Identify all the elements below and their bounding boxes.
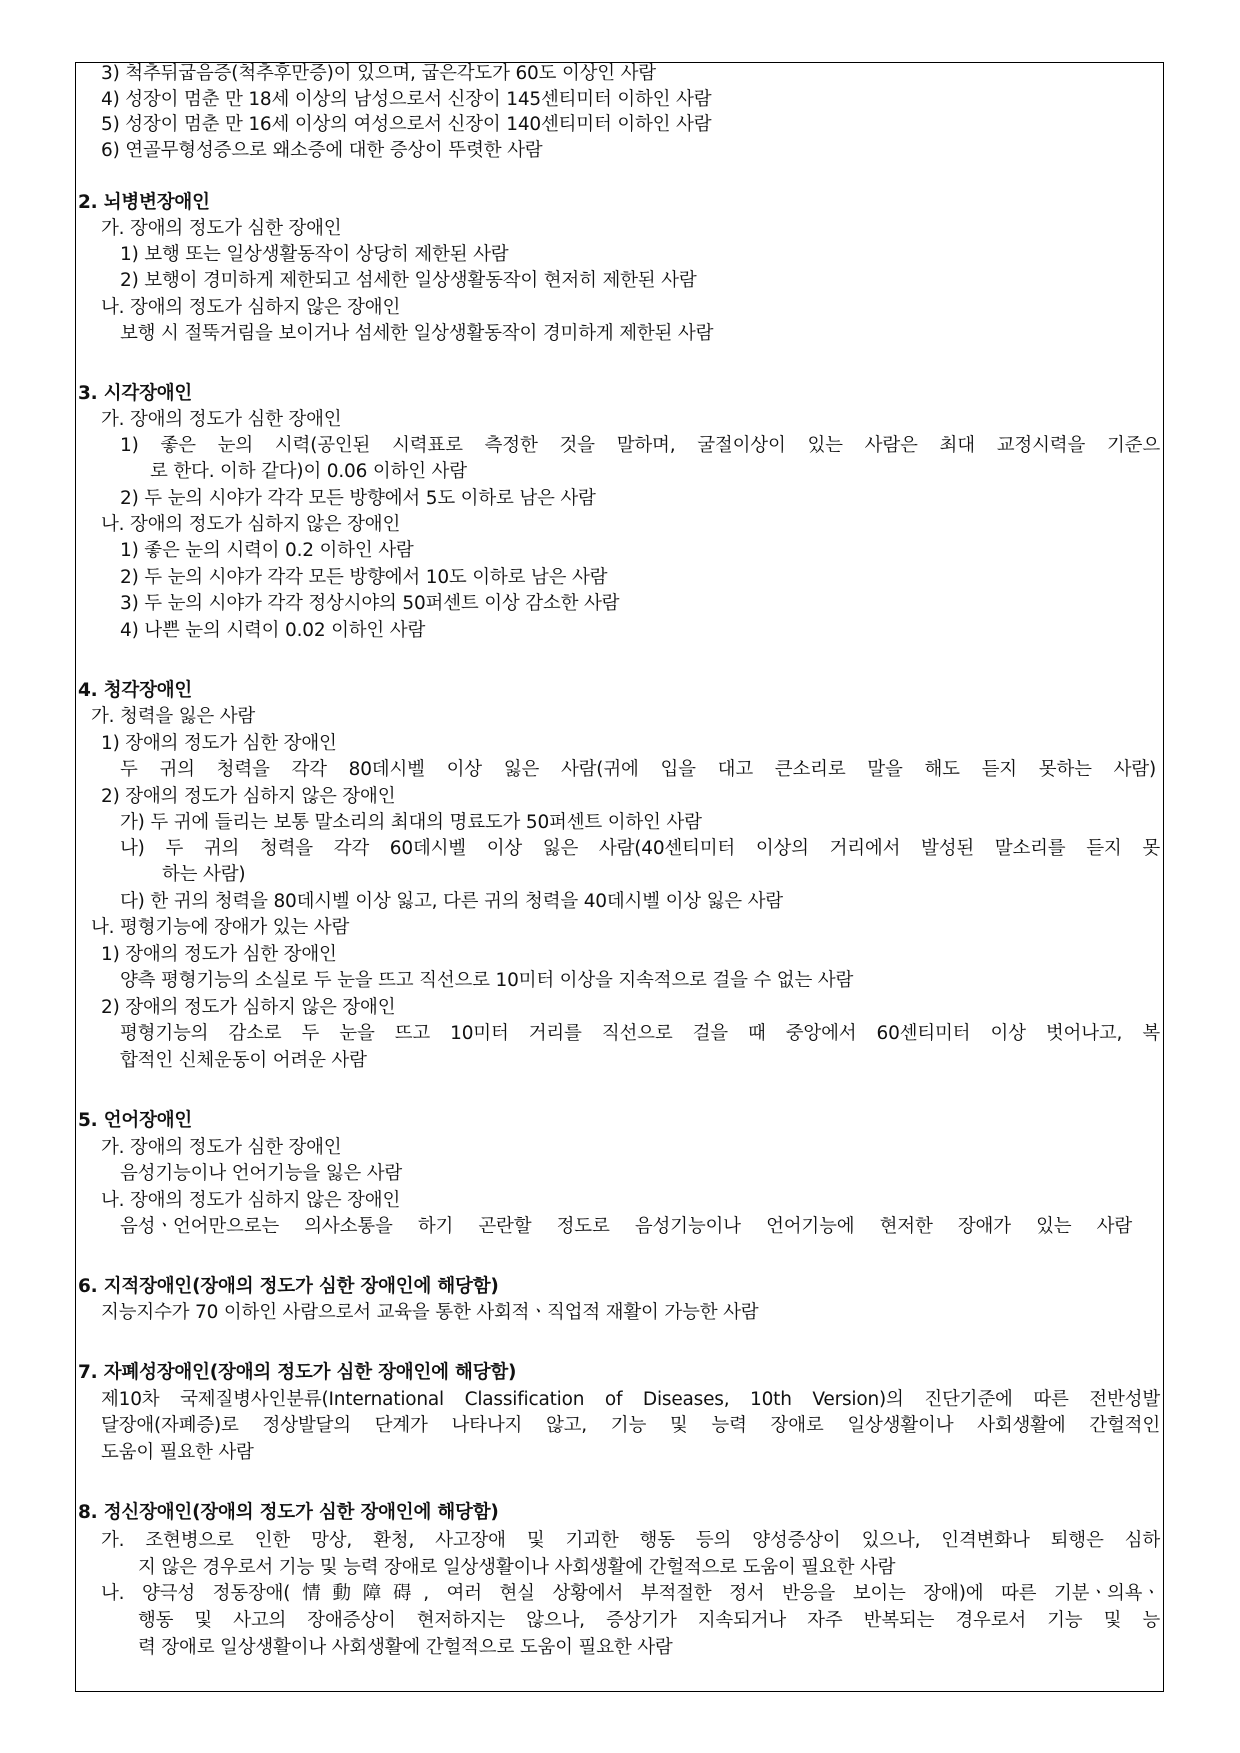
text-line: 음성기능이나 언어기능을 잃은 사람 [120,1163,403,1184]
text-line: 4) 나쁜 눈의 시력이 0.02 이하인 사람 [120,620,426,641]
section-heading: 4. 청각장애인 [78,680,193,701]
text-line: 하는 사람) [162,864,246,885]
text-line: 나. 장애의 정도가 심하지 않은 장애인 [101,297,401,318]
text-line: 6) 연골무형성증으로 왜소증에 대한 증상이 뚜렷한 사람 [101,140,543,161]
text-line: 나. 장애의 정도가 심하지 않은 장애인 [101,1190,401,1211]
text-line: 로 한다. 이하 같다)이 0.06 이하인 사람 [150,461,467,482]
section-heading: 8. 정신장애인(장애의 정도가 심한 장애인에 해당함) [78,1502,499,1523]
text-line: 3) 두 눈의 시야가 각각 정상시야의 50퍼센트 이상 감소한 사람 [120,593,620,614]
text-line: 가. 장애의 정도가 심한 장애인 [101,1137,342,1158]
text-line: 1) 좋은 눈의 시력(공인된 시력표로 측정한 것을 말하며, 굴절이상이 있는 사람은 최대 교정시력을 기준으 [120,435,1160,456]
text-line: 1) 보행 또는 일상생활동작이 상당히 제한된 사람 [120,244,509,265]
text-line: 2) 보행이 경미하게 제한되고 섬세한 일상생활동작이 현저히 제한된 사람 [120,270,697,291]
text-line: 나) 두 귀의 청력을 각각 60데시벨 이상 잃은 사람(40센티미터 이상의 거리에서 발성된 말소리를 듣지 못 [120,838,1160,859]
text-line: 달장애(자폐증)로 정상발달의 단계가 나타나지 않고, 기능 및 능력 장애로 일상생활이나 사회생활에 간헐적인 [101,1415,1160,1436]
section-heading: 5. 언어장애인 [78,1110,193,1131]
text-line: 나. 양극성 정동장애(情動障碍, 여러 현실 상황에서 부적절한 정서 반응을 보이는 장애)에 따른 기분ㆍ의욕ㆍ [101,1583,1160,1604]
text-line: 1) 장애의 정도가 심한 장애인 [101,944,337,965]
text-line: 2) 장애의 정도가 심하지 않은 장애인 [101,997,396,1018]
text-line: 음성ㆍ언어만으로는 의사소통을 하기 곤란할 정도로 음성기능이나 언어기능에 현저한 장애가 있는 사람 [120,1216,1132,1237]
text-line: 2) 장애의 정도가 심하지 않은 장애인 [101,786,396,807]
text-line: 4) 성장이 멈춘 만 18세 이상의 남성으로서 신장이 145센티미터 이하인 사람 [101,89,712,110]
text-line: 2) 두 눈의 시야가 각각 모든 방향에서 10도 이하로 남은 사람 [120,567,608,588]
text-line: 력 장애로 일상생활이나 사회생활에 간헐적으로 도움이 필요한 사람 [138,1637,673,1658]
section-heading: 6. 지적장애인(장애의 정도가 심한 장애인에 해당함) [78,1276,499,1297]
text-line: 가. 장애의 정도가 심한 장애인 [101,409,342,430]
text-line: 지 않은 경우로서 기능 및 능력 장애로 일상생활이나 사회생활에 간헐적으로 도움이 필요한 사람 [138,1557,896,1578]
text-line: 지능지수가 70 이하인 사람으로서 교육을 통한 사회적ㆍ직업적 재활이 가능한 사람 [101,1302,759,1323]
text-line: 양측 평형기능의 소실로 두 눈을 뜨고 직선으로 10미터 이상을 지속적으로 걸을 수 없는 사람 [120,970,854,991]
text-line: 나. 장애의 정도가 심하지 않은 장애인 [101,514,401,535]
text-line: 가. 장애의 정도가 심한 장애인 [101,218,342,239]
section-heading: 7. 자폐성장애인(장애의 정도가 심한 장애인에 해당함) [78,1362,517,1383]
text-line: 두 귀의 청력을 각각 80데시벨 이상 잃은 사람(귀에 입을 대고 큰소리로 말을 해도 듣지 못하는 사람) [120,759,1156,780]
section-heading: 3. 시각장애인 [78,383,193,404]
text-line: 제10차 국제질병사인분류(International Classification of Diseases, 10th Version)의 진단기준에 따른 전반성발 [101,1389,1160,1410]
text-line: 2) 두 눈의 시야가 각각 모든 방향에서 5도 이하로 남은 사람 [120,488,596,509]
text-line: 나. 평형기능에 장애가 있는 사람 [91,917,350,938]
text-line: 다) 한 귀의 청력을 80데시벨 이상 잃고, 다른 귀의 청력을 40데시벨 이상 잃은 사람 [120,891,783,912]
text-line: 가) 두 귀에 들리는 보통 말소리의 최대의 명료도가 50퍼센트 이하인 사람 [120,812,702,833]
text-line: 1) 장애의 정도가 심한 장애인 [101,733,337,754]
text-line: 가. 조현병으로 인한 망상, 환청, 사고장애 및 기괴한 행동 등의 양성증상이 있으나, 인격변화나 퇴행은 심하 [101,1530,1160,1551]
text-line: 가. 청력을 잃은 사람 [91,706,256,727]
text-line: 합적인 신체운동이 어려운 사람 [120,1050,367,1071]
text-line: 행동 및 사고의 장애증상이 현저하지는 않으나, 증상기가 지속되거나 자주 반복되는 경우로서 기능 및 능 [138,1610,1160,1631]
text-line: 5) 성장이 멈춘 만 16세 이상의 여성으로서 신장이 140센티미터 이하인 사람 [101,114,712,135]
text-line: 3) 척추뒤굽음증(척추후만증)이 있으며, 굽은각도가 60도 이상인 사람 [101,63,656,84]
text-line: 평형기능의 감소로 두 눈을 뜨고 10미터 거리를 직선으로 걸을 때 중앙에서 60센티미터 이상 벗어나고, 복 [120,1023,1160,1044]
text-line: 보행 시 절뚝거림을 보이거나 섬세한 일상생활동작이 경미하게 제한된 사람 [120,323,714,344]
section-heading: 2. 뇌병변장애인 [78,192,210,213]
text-line: 도움이 필요한 사람 [101,1442,254,1463]
text-line: 1) 좋은 눈의 시력이 0.2 이하인 사람 [120,540,414,561]
